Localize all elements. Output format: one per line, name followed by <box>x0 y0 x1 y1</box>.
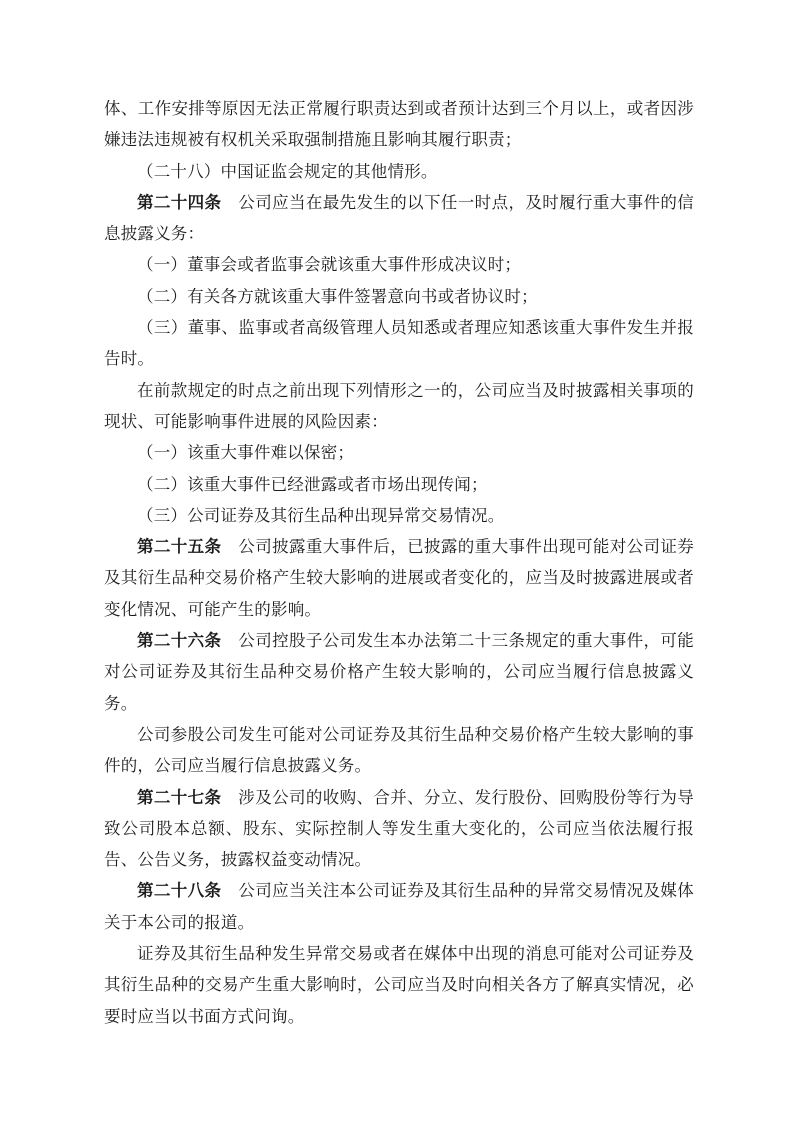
text-run: （三）公司证券及其衍生品种出现异常交易情况。 <box>137 505 505 525</box>
paragraph <box>104 875 694 938</box>
paragraph <box>104 93 694 156</box>
paragraph <box>104 312 694 375</box>
paragraph <box>104 156 694 187</box>
paragraph <box>104 437 694 468</box>
article-number: 第二十八条 <box>137 881 222 901</box>
paragraph <box>104 625 694 719</box>
text-run: 公司应当在最先发生的以下任一时点，及时履行重大事件的信息披露义务： <box>104 192 694 244</box>
paragraph <box>104 500 694 531</box>
paragraph <box>104 469 694 500</box>
text-run: （三）董事、监事或者高级管理人员知悉或者理应知悉该重大事件发生并报告时。 <box>104 318 694 369</box>
text-run: 公司应当关注本公司证券及其衍生品种的异常交易情况及媒体关于本公司的报道。 <box>104 881 694 932</box>
text-run: 证券及其衍生品种发生异常交易或者在媒体中出现的消息可能对公司证券及其衍生品种的交易产生重大影响时，公司应当及时向相关各方了解真实情况，必要时应当以书面方式问询。 <box>104 944 694 1026</box>
text-run: （二）该重大事件已经泄露或者市场出现传闻； <box>137 474 488 494</box>
article-number: 第二十七条 <box>137 787 222 807</box>
article-number: 第二十六条 <box>137 631 222 651</box>
paragraph <box>104 531 694 625</box>
paragraph <box>104 782 694 876</box>
paragraph <box>104 375 694 438</box>
text-run: 体、工作安排等原因无法正常履行职责达到或者预计达到三个月以上，或者因涉嫌违法违规被有权机关采取强制措施且影响其履行职责； <box>104 99 694 150</box>
text-run: 在前款规定的时点之前出现下列情形之一的，公司应当及时披露相关事项的现状、可能影响事件进展的风险因素： <box>104 380 694 431</box>
paragraph <box>104 249 694 280</box>
text-run: 公司控股子公司发生本办法第二十三条规定的重大事件，可能对公司证券及其衍生品种交易价格产生较大影响的，公司应当履行信息披露义务。 <box>104 631 694 713</box>
paragraph <box>104 719 694 782</box>
text-run: （一）该重大事件难以保密； <box>137 443 355 463</box>
text-run: 公司披露重大事件后，已披露的重大事件出现可能对公司证券及其衍生品种交易价格产生较大影响的进展或者变化的，应当及时披露进展或者变化情况、可能产生的影响。 <box>104 537 694 619</box>
article-number: 第二十四条 <box>137 192 222 212</box>
document-body <box>104 93 694 1032</box>
text-run: （二十八）中国证监会规定的其他情形。 <box>137 161 438 181</box>
paragraph <box>104 938 694 1032</box>
text-run: 涉及公司的收购、合并、分立、发行股份、回购股份等行为导致公司股本总额、股东、实际控制人等发生重大变化的，公司应当依法履行报告、公告义务，披露权益变动情况。 <box>104 787 694 870</box>
paragraph <box>104 187 694 250</box>
text-run: （二）有关各方就该重大事件签署意向书或者协议时； <box>137 286 538 306</box>
text-run: （一）董事会或者监事会就该重大事件形成决议时； <box>137 255 522 275</box>
paragraph <box>104 281 694 312</box>
text-run: 公司参股公司发生可能对公司证券及其衍生品种交易价格产生较大影响的事件的，公司应当履行信息披露义务。 <box>104 724 694 776</box>
article-number: 第二十五条 <box>137 537 222 557</box>
